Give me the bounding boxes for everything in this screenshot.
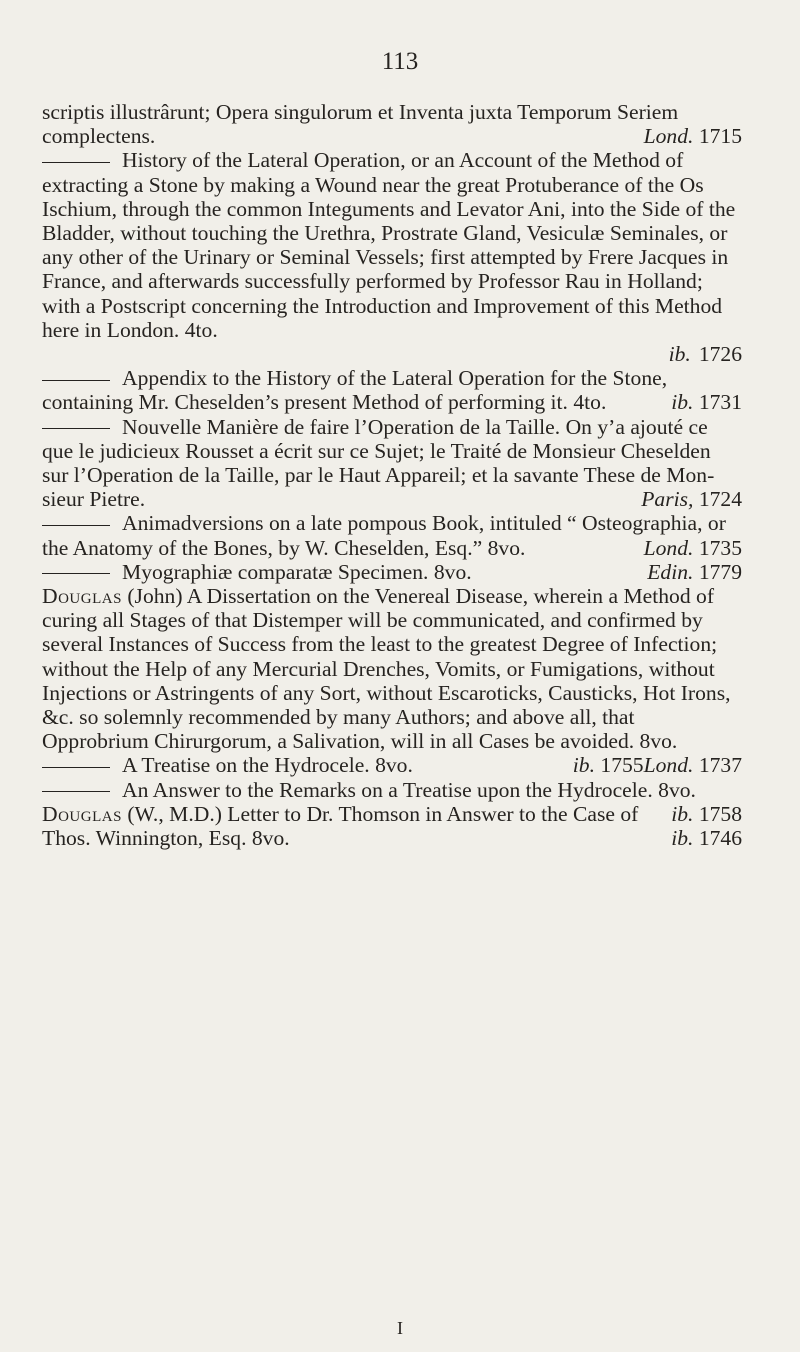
bibliography-entry [42,148,742,342]
entry-text: A Treatise on the Hydrocele. 8vo. [122,753,413,778]
bibliography-entry [42,366,742,414]
entry-year: 1726 [698,342,742,367]
bibliography-entry [42,560,742,584]
entry-place: Lond. [643,124,694,149]
ditto-dash [42,767,110,768]
entry-year: 1735 [698,535,742,560]
entry-year: 1724 [698,487,742,512]
ditto-dash [42,380,110,381]
entry-text: Myographiæ comparatæ Specimen. 8vo. [122,559,472,584]
entry-place: ib. [572,753,595,778]
entry-year: 1779 [698,559,742,584]
entry-year: 1755 [600,753,644,778]
entry-text: (John) A Dissertation on the Venereal Disease, wherein a Method of curing all Stages of that Distemper will be communicated, and confirmed by several Instances of Success from the least to the greatest Degree of Infection; without the Help of any Mercurial Drenches, Vomits, or Fumigations, without Injections or Astringents of any Sort, without Escaroticks, Causticks, Hot Irons, &c. so solemnly recommended by many Authors; and above all, that Opprobrium Chirurgorum, a Salivation, will in all Cases be avoided. 8vo. [42,584,731,754]
entry-year: 1746 [698,826,742,851]
entry-year: 1758 [698,801,742,826]
bibliography-entry [42,100,742,148]
entry-place: ib. [671,826,694,851]
entry-imprint [42,342,742,366]
entry-text: Appendix to the History of the Lateral Operation for the Stone, containing Mr. Cheselden’s present Method of performing it. 4to. [42,366,668,415]
entry-place: ib. [671,801,694,826]
entry-place: Edin. [647,559,694,584]
entry-text: scriptis illustrârunt; Opera singulorum et Inventa juxta Temporum Seriem complectens. [42,100,679,149]
entry-text: History of the Lateral Operation, or an Account of the Method of extracting a Stone by making a Wound near the great Protuberance of the Os Ischium, through the common Integuments and Levator Ani, into the Side of the Bladder, without touching the Urethra, Prostrate Gland, Vesiculæ Seminales, or any other of the Urinary or Seminal Vessels; first attempted by Frere Jacques in France, and afterwards successfully performed by Professor Rau in Holland; with a Postscript concerning the Introduction and Improvement of this Method here in London. 4to. [42,148,736,342]
entry-year: 1731 [698,390,742,415]
entry-place: Lond. [643,535,694,560]
ditto-dash [42,162,110,163]
entry-author: Douglas [42,584,122,609]
bibliography-list [42,100,742,850]
ditto-dash [42,428,110,429]
entry-place: Lond. [643,753,694,778]
bibliography-entry [42,415,742,512]
entry-text: (W., M.D.) Letter to Dr. Thomson in Answer to the Case of Thos. Winnington, Esq. 8vo. [42,801,639,851]
entry-text: Nouvelle Manière de faire l’Operation de la Taille. On y’a ajouté ce que le judicieux Rousset a écrit sur ce Sujet; le Traité de Monsieur Cheselden sur l’Operation de la Taille, par le Haut Appareil; et la savante These de Monsieur Pietre. [42,414,715,512]
page-number: 113 [381,48,419,75]
ditto-dash [42,791,110,792]
entry-year: 1737 [698,753,742,778]
entry-place: ib. [668,342,691,367]
signature-mark: I [397,1318,403,1338]
entry-place: ib. [671,390,694,415]
ditto-dash [42,525,110,526]
entry-place: Paris, [641,487,694,512]
entry-text: An Answer to the Remarks on a Treatise upon the Hydrocele. 8vo. [122,777,696,802]
entry-text: Animadversions on a late pompous Book, intituled “ Osteographia, or the Anatomy of the Bones, by W. Cheselden, Esq.” 8vo. [42,511,726,560]
entry-year: 1715 [698,124,742,149]
bibliography-entry [42,511,742,559]
bibliography-entry [42,753,742,777]
ditto-dash [42,573,110,574]
entry-author: Douglas [42,801,122,826]
bibliography-entry [42,802,742,850]
